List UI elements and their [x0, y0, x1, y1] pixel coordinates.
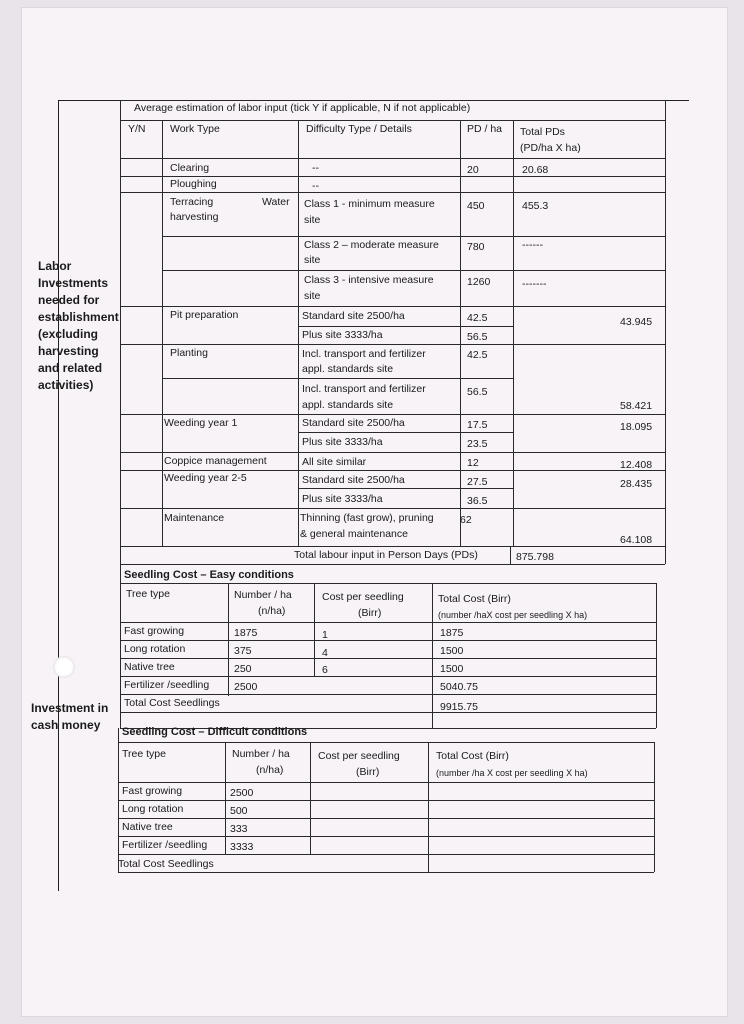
easy-tree-native: Native tree	[124, 661, 175, 673]
total-class2: ------	[522, 239, 543, 251]
pd-clearing: 20	[467, 164, 479, 176]
header-total-pds-sub: (PD/ha X ha)	[520, 142, 581, 154]
difficult-tree-native: Native tree	[122, 821, 173, 833]
difficult-title: Seedling Cost – Difficult conditions	[122, 726, 308, 738]
cash-label-line: Investment in	[31, 701, 109, 715]
difficult-header-total-formula: (number /ha X cost per seedling X ha)	[436, 768, 588, 778]
detail-class2-site: site	[304, 254, 321, 266]
detail-pit-plus: Plus site 3333/ha	[302, 329, 383, 341]
total-class1: 455.3	[522, 200, 549, 212]
total-weeding25: 28.435	[620, 478, 653, 490]
difficult-number-long: 500	[230, 805, 248, 817]
work-maintenance: Maintenance	[164, 512, 225, 524]
easy-number-native: 250	[234, 663, 252, 675]
easy-cost-long: 4	[322, 647, 328, 659]
difficult-number-fast: 2500	[230, 787, 254, 799]
work-pit: Pit preparation	[170, 309, 239, 321]
difficult-header-cost-unit: (Birr)	[356, 766, 380, 778]
work-ploughing: Ploughing	[170, 178, 217, 190]
difficult-tree-fertilizer: Fertilizer /seedling	[122, 839, 208, 851]
detail-weeding25-plus: Plus site 3333/ha	[302, 493, 383, 505]
easy-total-value: 9915.75	[440, 701, 478, 713]
header-yn: Y/N	[128, 123, 146, 135]
difficult-header-number: Number / ha	[232, 748, 290, 760]
easy-number-fast: 1875	[234, 627, 258, 639]
detail-coppice: All site similar	[302, 456, 367, 468]
punch-hole	[53, 656, 75, 678]
labor-table-caption: Average estimation of labor input (tick Y if applicable, N if not applicable)	[134, 102, 471, 114]
easy-number-long: 375	[234, 645, 252, 657]
easy-header-total-formula: (number /haX cost per seedling X ha)	[438, 610, 588, 620]
work-coppice: Coppice management	[164, 455, 267, 467]
difficult-number-fertilizer: 3333	[230, 841, 254, 853]
work-weeding1: Weeding year 1	[164, 417, 238, 429]
labor-label-line: harvesting	[38, 344, 99, 358]
pd-class2: 780	[467, 241, 485, 253]
pd-pit-standard: 42.5	[467, 312, 488, 324]
easy-tree-long: Long rotation	[124, 643, 186, 655]
total-maintenance: 64.108	[620, 534, 653, 546]
pd-weeding1-plus: 23.5	[467, 438, 488, 450]
easy-header-tree: Tree type	[126, 588, 170, 600]
cash-side-label	[31, 700, 108, 734]
detail-maintenance-2: & general maintenance	[300, 528, 408, 540]
labor-total-value: 875.798	[516, 551, 554, 563]
total-weeding1: 18.095	[620, 421, 653, 433]
pd-maintenance: 62	[460, 514, 472, 526]
pd-class1: 450	[467, 200, 485, 212]
difficult-tree-fast: Fast growing	[122, 785, 183, 797]
easy-header-cost: Cost per seedling	[322, 591, 404, 603]
easy-title: Seedling Cost – Easy conditions	[124, 569, 294, 581]
labor-label-line: Investments	[38, 276, 109, 290]
work-clearing: Clearing	[170, 162, 210, 174]
detail-weeding1-standard: Standard site 2500/ha	[302, 417, 405, 429]
easy-tree-fast: Fast growing	[124, 625, 185, 637]
easy-total-label: Total Cost Seedlings	[124, 697, 220, 709]
labor-label-line: needed for	[38, 293, 100, 307]
total-class3: -------	[522, 278, 547, 290]
detail-weeding1-plus: Plus site 3333/ha	[302, 436, 383, 448]
total-planting: 58.421	[620, 400, 653, 412]
detail-planting-1b: appl. standards site	[302, 363, 394, 375]
labor-label-line: Labor	[38, 259, 72, 273]
total-clearing: 20.68	[522, 164, 549, 176]
pd-class3: 1260	[467, 276, 491, 288]
detail-ploughing: --	[312, 180, 319, 192]
total-pit: 43.945	[620, 316, 653, 328]
easy-header-number-unit: (n/ha)	[258, 605, 286, 617]
detail-planting-2a: Incl. transport and fertilizer	[302, 383, 426, 395]
detail-clearing: --	[312, 162, 319, 174]
easy-cost-native: 6	[322, 664, 328, 676]
detail-pit-standard: Standard site 2500/ha	[302, 310, 405, 322]
header-difficulty: Difficulty Type / Details	[306, 123, 412, 135]
labor-side-label	[38, 258, 119, 394]
pd-planting-1: 42.5	[467, 349, 488, 361]
difficult-number-native: 333	[230, 823, 248, 835]
cash-label-line: cash money	[31, 718, 101, 732]
detail-weeding25-standard: Standard site 2500/ha	[302, 474, 405, 486]
header-pd-ha: PD / ha	[467, 123, 503, 135]
document-sheet	[22, 8, 727, 1016]
detail-planting-2b: appl. standards site	[302, 399, 394, 411]
pd-weeding25-standard: 27.5	[467, 476, 488, 488]
detail-class2: Class 2 – moderate measure	[304, 239, 439, 251]
labor-total-label: Total labour input in Person Days (PDs)	[294, 549, 478, 561]
easy-header-number: Number / ha	[234, 589, 292, 601]
difficult-tree-long: Long rotation	[122, 803, 184, 815]
detail-class3-site: site	[304, 290, 321, 302]
easy-header-total: Total Cost (Birr)	[438, 593, 511, 605]
difficult-total-label: Total Cost Seedlings	[118, 858, 214, 870]
easy-total-long: 1500	[440, 645, 464, 657]
work-weeding25: Weeding year 2-5	[164, 472, 247, 484]
labor-label-line: activities)	[38, 378, 94, 392]
work-terracing: Terracing	[170, 196, 214, 208]
detail-planting-1a: Incl. transport and fertilizer	[302, 348, 426, 360]
pd-planting-2: 56.5	[467, 386, 488, 398]
pd-weeding25-plus: 36.5	[467, 495, 488, 507]
difficult-header-total: Total Cost (Birr)	[436, 750, 509, 762]
pd-coppice: 12	[467, 457, 479, 469]
work-harvesting: harvesting	[170, 211, 219, 223]
detail-class1: Class 1 - minimum measure	[304, 198, 435, 210]
work-terracing-water: Water	[262, 196, 290, 208]
easy-tree-fertilizer: Fertilizer /seedling	[124, 679, 210, 691]
work-planting: Planting	[170, 347, 208, 359]
easy-total-native: 1500	[440, 663, 464, 675]
detail-class3: Class 3 - intensive measure	[304, 274, 434, 286]
detail-maintenance-1: Thinning (fast grow), pruning	[300, 512, 434, 524]
easy-number-fertilizer: 2500	[234, 681, 258, 693]
labor-label-line: (excluding	[38, 327, 99, 341]
difficult-header-number-unit: (n/ha)	[256, 764, 284, 776]
labor-label-line: establishment	[38, 310, 119, 324]
detail-class1-site: site	[304, 214, 321, 226]
easy-header-cost-unit: (Birr)	[358, 607, 382, 619]
header-work-type: Work Type	[170, 123, 220, 135]
labor-label-line: and related	[38, 361, 103, 375]
easy-total-fast: 1875	[440, 627, 464, 639]
pd-weeding1-standard: 17.5	[467, 419, 488, 431]
difficult-header-cost: Cost per seedling	[318, 750, 400, 762]
easy-total-fertilizer: 5040.75	[440, 681, 478, 693]
total-coppice: 12.408	[620, 459, 653, 471]
easy-cost-fast: 1	[322, 629, 328, 641]
header-total-pds: Total PDs	[520, 126, 565, 138]
difficult-header-tree: Tree type	[122, 748, 166, 760]
pd-pit-plus: 56.5	[467, 331, 488, 343]
